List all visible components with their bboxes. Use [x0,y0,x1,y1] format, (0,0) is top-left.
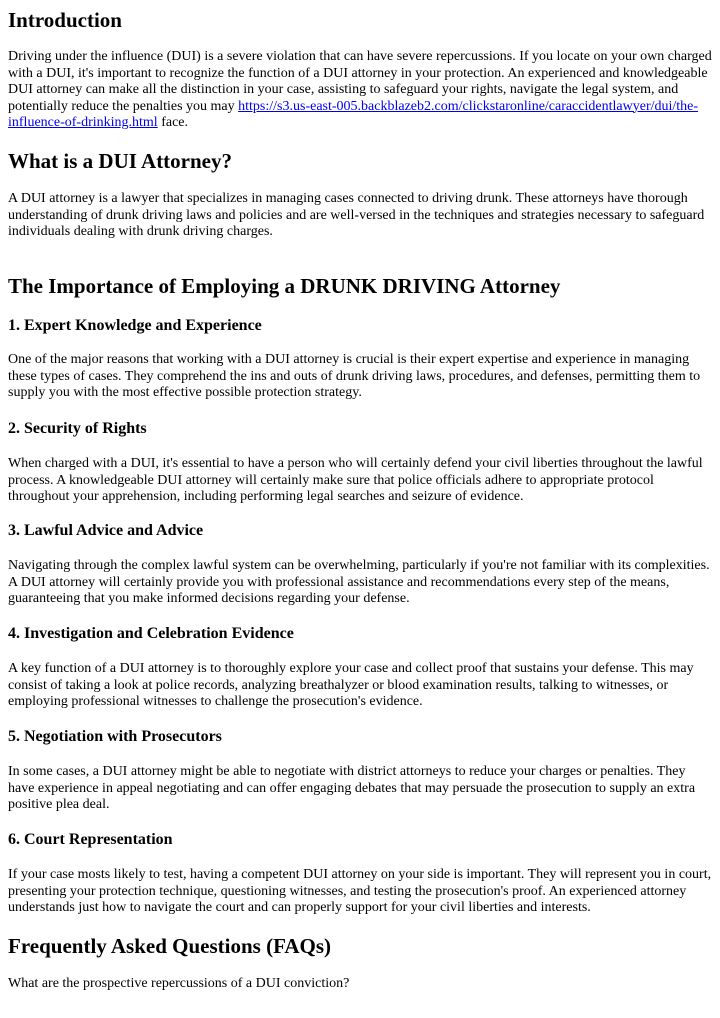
section-2-paragraph: When charged with a DUI, it's essential to have a person who will certainly defend your civil liberties throughout the lawful process. A knowledgeable DUI attorney will certainly make sure that police officials adhere to appropriate protocol throughout your apprehension, including performing legal searches and seizure of evidence. [8,456,703,504]
section-1-heading: 1. Expert Knowledge and Experience [8,317,262,334]
intro-paragraph [8,49,714,132]
section-4-paragraph: A key function of a DUI attorney is to thoroughly explore your case and collect proof that sustains your defense. This may consist of taking a look at police records, analyzing breathalyzer or blood examination results, talking to witnesses, or employing professional witnesses to challenge the prosecution's evidence. [8,661,694,709]
faq-question-1: What are the prospective repercussions of a DUI conviction? [8,976,350,991]
importance-heading: The Importance of Employing a DRUNK DRIVING Attorney [8,274,561,298]
what-is-paragraph: A DUI attorney is a lawyer that specializes in managing cases connected to driving drunk. These attorneys have thorough understanding of drunk driving laws and policies and are well-versed in the techniques and strategies necessary to safeguard individuals dealing with drunk driving charges. [8,191,705,239]
what-is-heading: What is a DUI Attorney? [8,149,232,173]
intro-text-after-link: face. [157,115,188,130]
intro-heading: Introduction [8,8,122,32]
section-5-paragraph: In some cases, a DUI attorney might be able to negotiate with district attorneys to reduce your charges or penalties. They have experience in appeal negotiating and can offer engaging debates that may persuade the prosecution to supply an extra positive plea deal. [8,764,696,812]
influence-of-drinking-link[interactable]: https://s3.us-east-005.backblazeb2.com/clickstaronline/caraccidentlawyer/dui/the-influence-of-drinking.html [8,98,699,130]
section-5-heading: 5. Negotiation with Prosecutors [8,728,222,745]
section-3-heading: 3. Lawful Advice and Advice [8,522,204,539]
section-3-paragraph: Navigating through the complex lawful system can be overwhelming, particularly if you're not familiar with its complexities. A DUI attorney will certainly provide you with professional assistance and recommendations every step of the means, guaranteeing that you make informed decisions regarding your defense. [8,558,710,606]
faq-heading: Frequently Asked Questions (FAQs) [8,934,331,958]
section-1-paragraph: One of the major reasons that working with a DUI attorney is crucial is their expert expertise and experience in managing these types of cases. They comprehend the ins and outs of drunk driving laws, procedures, and defenses, permitting them to supply you with the most effective possible protection strategy. [8,352,701,400]
section-6-paragraph: If your case mosts likely to test, having a competent DUI attorney on your side is important. They will represent you in court, presenting your protection technique, questioning witnesses, and testing the prosecution's proof. An experienced attorney understands just how to navigate the court and can properly support for your civil liberties and interests. [8,867,712,915]
section-6-heading: 6. Court Representation [8,831,173,848]
section-4-heading: 4. Investigation and Celebration Evidence [8,625,294,642]
section-2-heading: 2. Security of Rights [8,420,147,437]
intro-text-before-link: Driving under the influence (DUI) is a severe violation that can have severe repercussions. If you locate on your own charged with a DUI, it's important to recognize the function of a DUI attorney in your protection. An experienced and knowledgeable DUI attorney can make all the distinction in your case, assisting to safeguard your rights, navigate the legal system, and potentially reduce the penalties you may [8,49,712,114]
